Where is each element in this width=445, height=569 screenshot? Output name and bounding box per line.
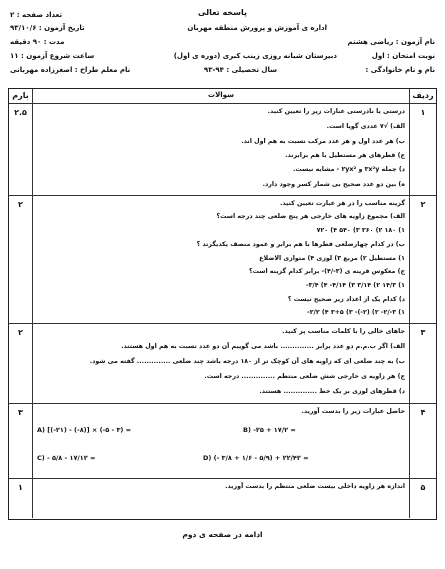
student-name-label: نام و نام خانوادگی : xyxy=(365,66,435,74)
question-number: ۲ xyxy=(409,196,436,323)
q2-options: ۱) مستطیل ۲) مربع ۳) لوزی ۴) متوازی الاضلاع xyxy=(259,255,405,262)
question-row-1 xyxy=(9,104,436,196)
col-row-header: ردیف xyxy=(409,89,436,103)
question-score: ۲.۵ xyxy=(9,104,33,195)
col-questions-header: سوالات xyxy=(208,91,234,99)
q2-line: ج) معکوس قرینه ی (۳-/۴)- برابر کدام گزینه است؟ xyxy=(248,268,405,275)
question-number: ۵ xyxy=(409,479,436,518)
continued-note: ادامه در صفحه ی دوم xyxy=(182,530,263,539)
exam-date: تاریخ آزمون : ۹۳/۱۰/۶ xyxy=(10,24,85,32)
q2-options: ۱) ۳-/۲- ۲) (۲-)- ۳) ۳+۵ ۴) ۲/۲- xyxy=(307,309,405,316)
q4-expression-d: D) (- ۳/۸ + ۱/۶ - ۵/۹) + ۲۲/۴۲ = xyxy=(203,454,309,462)
q1-line: درستی یا نادرستی عبارات زیر را تعیین کنید. xyxy=(267,108,405,115)
question-body xyxy=(33,104,409,195)
q1-line: ج) قطرهای هر مستطیل با هم برابرند. xyxy=(285,152,405,159)
exam-duration: مدت : ۹۰ دقیقه xyxy=(10,38,65,46)
questions-table xyxy=(8,88,437,520)
office-name: اداره ی آموزش و پرورش منطقه مهربان xyxy=(187,24,327,32)
q2-options: ۱) ۱۴/۳ ۲) ۳/۱۴ ۳) ۴/۱۴- ۴) ۳/۴- xyxy=(305,282,405,289)
table-header-row xyxy=(9,89,436,104)
q4-expression-a: A) [(-۲۱) - (-۸)] × (-۵ - ۳) = xyxy=(37,426,132,434)
question-score: ۲ xyxy=(9,324,33,403)
q4-title: حاصل عبارات زیر را بدست آورید. xyxy=(301,408,405,415)
question-row-2 xyxy=(9,196,436,324)
school-name: دبیرستان شبانه روزی زینب کبری (دوره ی اول) xyxy=(173,52,337,60)
teacher-name: نام معلم طراح : اصغرزاده مهربانی xyxy=(10,66,131,74)
q2-line: د) کدام یک از اعداد زیر صحیح نیست ؟ xyxy=(287,296,405,303)
q1-line: ب) هر عدد اول و هر عدد مرکب نسبت به هم اول اند. xyxy=(241,138,405,145)
answer-sheet-title: پاسخه تعالی xyxy=(198,8,247,17)
q2-line: گزینه مناسب را در هر عبارت تعیین کنید. xyxy=(279,200,405,207)
q3-line: ب) به چند ضلعی ای که زاویه های آن کوچک تر از ۱۸۰ درجه باشد چند ضلعی .............. گفته می شود. xyxy=(89,358,405,365)
q2-line: ب) در کدام چهارضلعی قطرها با هم برابر و عمود منصف یکدیگرند ؟ xyxy=(196,241,405,248)
q1-line: ه) بین دو عدد صحیح بی شمار کسر وجود دارد. xyxy=(262,181,405,188)
exam-turn: نوبت امتحان : اول xyxy=(371,52,435,60)
q1-line: د) جمله ۳x²y و ۲yx² - مشابه نیست. xyxy=(293,166,405,173)
question-number: ۱ xyxy=(409,104,436,195)
q5-line: اندازه هر زاویه داخلی بیست ضلعی منتظم را بدست آورید. xyxy=(225,483,405,490)
q2-options: ۱) ۱۸۰ ۲) ۳۶۰ ۳) ۵۴۰ ۴) ۷۲۰ xyxy=(316,227,405,234)
question-score: ۱ xyxy=(9,479,33,518)
question-score: ۲ xyxy=(9,196,33,323)
question-score: ۳ xyxy=(9,404,33,478)
pages-count: تعداد صفحه : ۲ xyxy=(10,11,63,19)
exam-subject: نام آزمون : ریاضی هشتم xyxy=(347,38,435,46)
question-number: ۴ xyxy=(409,404,436,478)
question-body xyxy=(33,404,409,478)
question-row-4 xyxy=(9,404,436,479)
question-row-3 xyxy=(9,324,436,404)
q1-line: الف) √۷ عددی گویا است. xyxy=(326,123,405,130)
question-body xyxy=(33,324,409,403)
q3-line: الف) اگر ب.م.م دو عدد برابر .............. باشد می گوییم آن دو عدد نسبت به هم اول هستند. xyxy=(121,343,405,350)
start-time: ساعت شروع آزمون : ۱۱ xyxy=(10,52,95,60)
q3-line: جاهای خالی را با کلمات مناسب پر کنید. xyxy=(282,328,405,335)
question-number: ۳ xyxy=(409,324,436,403)
col-score-header: بارم xyxy=(9,89,33,103)
q3-line: ج) هر زاویه ی خارجی شش ضلعی منتظم .............. درجه است. xyxy=(204,373,405,380)
question-body xyxy=(33,479,409,518)
q3-line: د) قطرهای لوزی بر یک خط .............. هستند. xyxy=(259,388,405,395)
q4-expression-c: C) - ۵/۸ - ۱۷/۱۲ = xyxy=(37,454,96,462)
q4-expression-b: B) -۲۵ + ۱۷/۲ = xyxy=(243,426,296,434)
question-row-5 xyxy=(9,479,436,518)
school-year: سال تحصیلی : ۹۴-۹۳ xyxy=(203,66,277,74)
question-body xyxy=(33,196,409,323)
exam-header xyxy=(8,8,437,85)
q2-line: الف) مجموع زاویه های خارجی هر پنج ضلعی چند درجه است؟ xyxy=(216,213,405,220)
